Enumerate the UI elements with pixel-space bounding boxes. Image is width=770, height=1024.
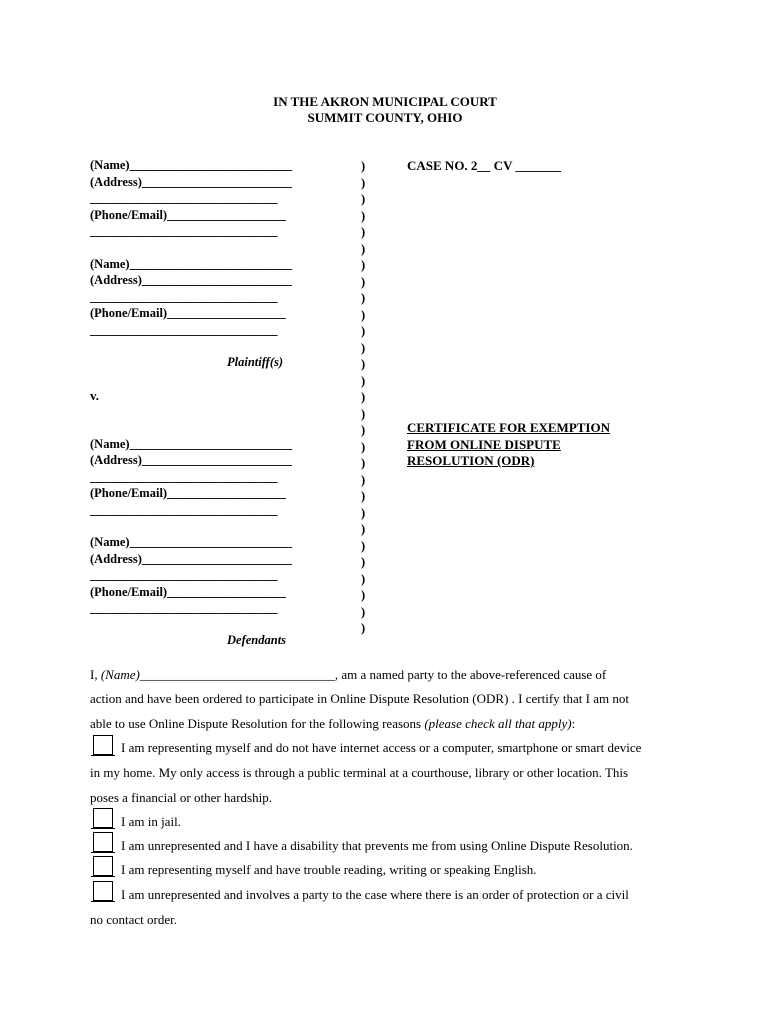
defendant-1-phone-field[interactable]: (Phone/Email)___________________	[90, 486, 286, 500]
defendant-label: Defendants	[227, 633, 287, 647]
caption-bracket: )	[361, 555, 366, 569]
certificate-title	[407, 420, 610, 470]
option-5-text: I am unrepresented and involves a party to the case where there is an order of protection or a civil	[121, 887, 629, 902]
caption-bracket: )	[361, 373, 366, 388]
option-1-text: I am representing myself and do not have internet access or a computer, smartphone or smart device	[121, 740, 642, 755]
caption-bracket-column	[361, 158, 365, 637]
option-3-checkbox[interactable]	[93, 832, 113, 852]
option-4-text: I am representing myself and have trouble reading, writing or speaking English.	[121, 862, 537, 877]
option-5-text-line-2: no contact order.	[90, 912, 177, 927]
plaintiff-1-name-field[interactable]: (Name)__________________________	[90, 158, 293, 172]
caption-bracket: )	[361, 390, 366, 404]
plaintiff-2-phone-line2-field[interactable]: ______________________________	[90, 323, 278, 337]
defendant-2-name-field[interactable]: (Name)__________________________	[90, 535, 293, 549]
plaintiff-1-address-field[interactable]: (Address)________________________	[90, 175, 292, 189]
caption-bracket: )	[361, 423, 366, 437]
caption-bracket: )	[361, 456, 366, 470]
option-1-checkbox-underline	[91, 755, 115, 756]
defendant-2-phone-field[interactable]: (Phone/Email)___________________	[90, 585, 286, 599]
option-2-text: I am in jail.	[121, 814, 181, 829]
plaintiff-label: Plaintiff(s)	[227, 355, 284, 369]
statement-line-3	[90, 716, 575, 732]
defendant-2-phone-line2-field[interactable]: ______________________________	[90, 601, 278, 615]
option-4-checkbox[interactable]	[93, 856, 113, 876]
caption-bracket: )	[361, 241, 366, 256]
certificate-title-line-2: FROM ONLINE DISPUTE	[407, 436, 561, 452]
option-1-text-line-3: poses a financial or other hardship.	[90, 790, 272, 805]
defendant-1-address-line2-field[interactable]: ______________________________	[90, 470, 278, 484]
caption-bracket: )	[361, 324, 366, 338]
caption-bracket: )	[361, 159, 366, 173]
option-3-text: I am unrepresented and I have a disability that prevents me from using Online Dispute Resolution.	[121, 838, 633, 853]
caption-bracket: )	[361, 472, 366, 487]
caption-bracket: )	[361, 258, 366, 272]
caption-bracket: )	[361, 522, 366, 536]
statement-line-3-colon: :	[571, 716, 576, 731]
caption-bracket: )	[361, 175, 366, 190]
statement-suffix: , am a named party to the above-referenced cause of	[334, 667, 607, 682]
plaintiff-2-phone-field[interactable]: (Phone/Email)___________________	[90, 306, 286, 320]
caption-bracket: )	[361, 571, 366, 586]
caption-bracket: )	[361, 588, 366, 602]
caption-bracket: )	[361, 621, 366, 635]
defendant-1-phone-line2-field[interactable]: ______________________________	[90, 503, 278, 517]
statement-prefix: I,	[90, 667, 101, 682]
plaintiff-2-name-field[interactable]: (Name)__________________________	[90, 257, 293, 271]
plaintiff-1-phone-line2-field[interactable]: ______________________________	[90, 224, 278, 238]
option-3-checkbox-underline	[91, 852, 115, 853]
caption-bracket: )	[361, 604, 366, 619]
caption-bracket: )	[361, 505, 366, 520]
court-title: IN THE AKRON MUNICIPAL COURT	[273, 94, 497, 109]
caption-bracket: )	[361, 489, 366, 503]
caption-bracket: )	[361, 192, 366, 206]
plaintiff-1-address-line2-field[interactable]: ______________________________	[90, 191, 278, 205]
statement-line-3-text: able to use Online Dispute Resolution for the following reasons	[90, 716, 425, 731]
versus-label: v.	[90, 388, 100, 403]
caption-bracket: )	[361, 357, 366, 371]
caption-bracket: )	[361, 291, 366, 305]
plaintiff-2-address-line2-field[interactable]: ______________________________	[90, 290, 278, 304]
caption-bracket: )	[361, 538, 366, 553]
plaintiff-1-phone-field[interactable]: (Phone/Email)___________________	[90, 208, 286, 222]
plaintiff-2-address-field[interactable]: (Address)________________________	[90, 273, 292, 287]
caption-bracket: )	[361, 406, 366, 421]
certificate-title-line-1: CERTIFICATE FOR EXEMPTION	[407, 420, 610, 435]
option-2-checkbox-underline	[91, 828, 115, 829]
caption-bracket: )	[361, 225, 366, 239]
statement-line-2: action and have been ordered to participate in Online Dispute Resolution (ODR) . I certify that I am not	[90, 691, 629, 706]
statement-line-3-italic: (please check all that apply)	[424, 716, 572, 731]
defendant-1-address-field[interactable]: (Address)________________________	[90, 453, 292, 467]
caption-bracket: )	[361, 208, 366, 223]
statement-line-1	[90, 667, 606, 683]
county-title: SUMMIT COUNTY, OHIO	[307, 110, 463, 125]
option-1-text-line-2: in my home. My only access is through a public terminal at a courthouse, library or other location. This	[90, 765, 629, 780]
caption-bracket: )	[361, 439, 366, 454]
option-5-checkbox-underline	[91, 901, 115, 902]
certificate-title-line-3: RESOLUTION (ODR)	[407, 453, 535, 468]
option-1-checkbox[interactable]	[93, 735, 113, 755]
case-number: CASE NO. 2__ CV _______	[407, 158, 561, 173]
defendant-2-address-line2-field[interactable]: ______________________________	[90, 568, 278, 582]
option-2-checkbox[interactable]	[93, 808, 113, 828]
option-4-checkbox-underline	[91, 876, 115, 877]
defendant-2-address-field[interactable]: (Address)________________________	[90, 552, 292, 566]
statement-name-blank[interactable]: ______________________________	[139, 667, 335, 682]
caption-bracket: )	[361, 307, 366, 322]
caption-bracket: )	[361, 274, 366, 289]
defendant-1-name-field[interactable]: (Name)__________________________	[90, 437, 293, 451]
option-5-checkbox[interactable]	[93, 881, 113, 901]
statement-name-label: (Name)	[100, 667, 140, 682]
caption-bracket: )	[361, 340, 366, 355]
